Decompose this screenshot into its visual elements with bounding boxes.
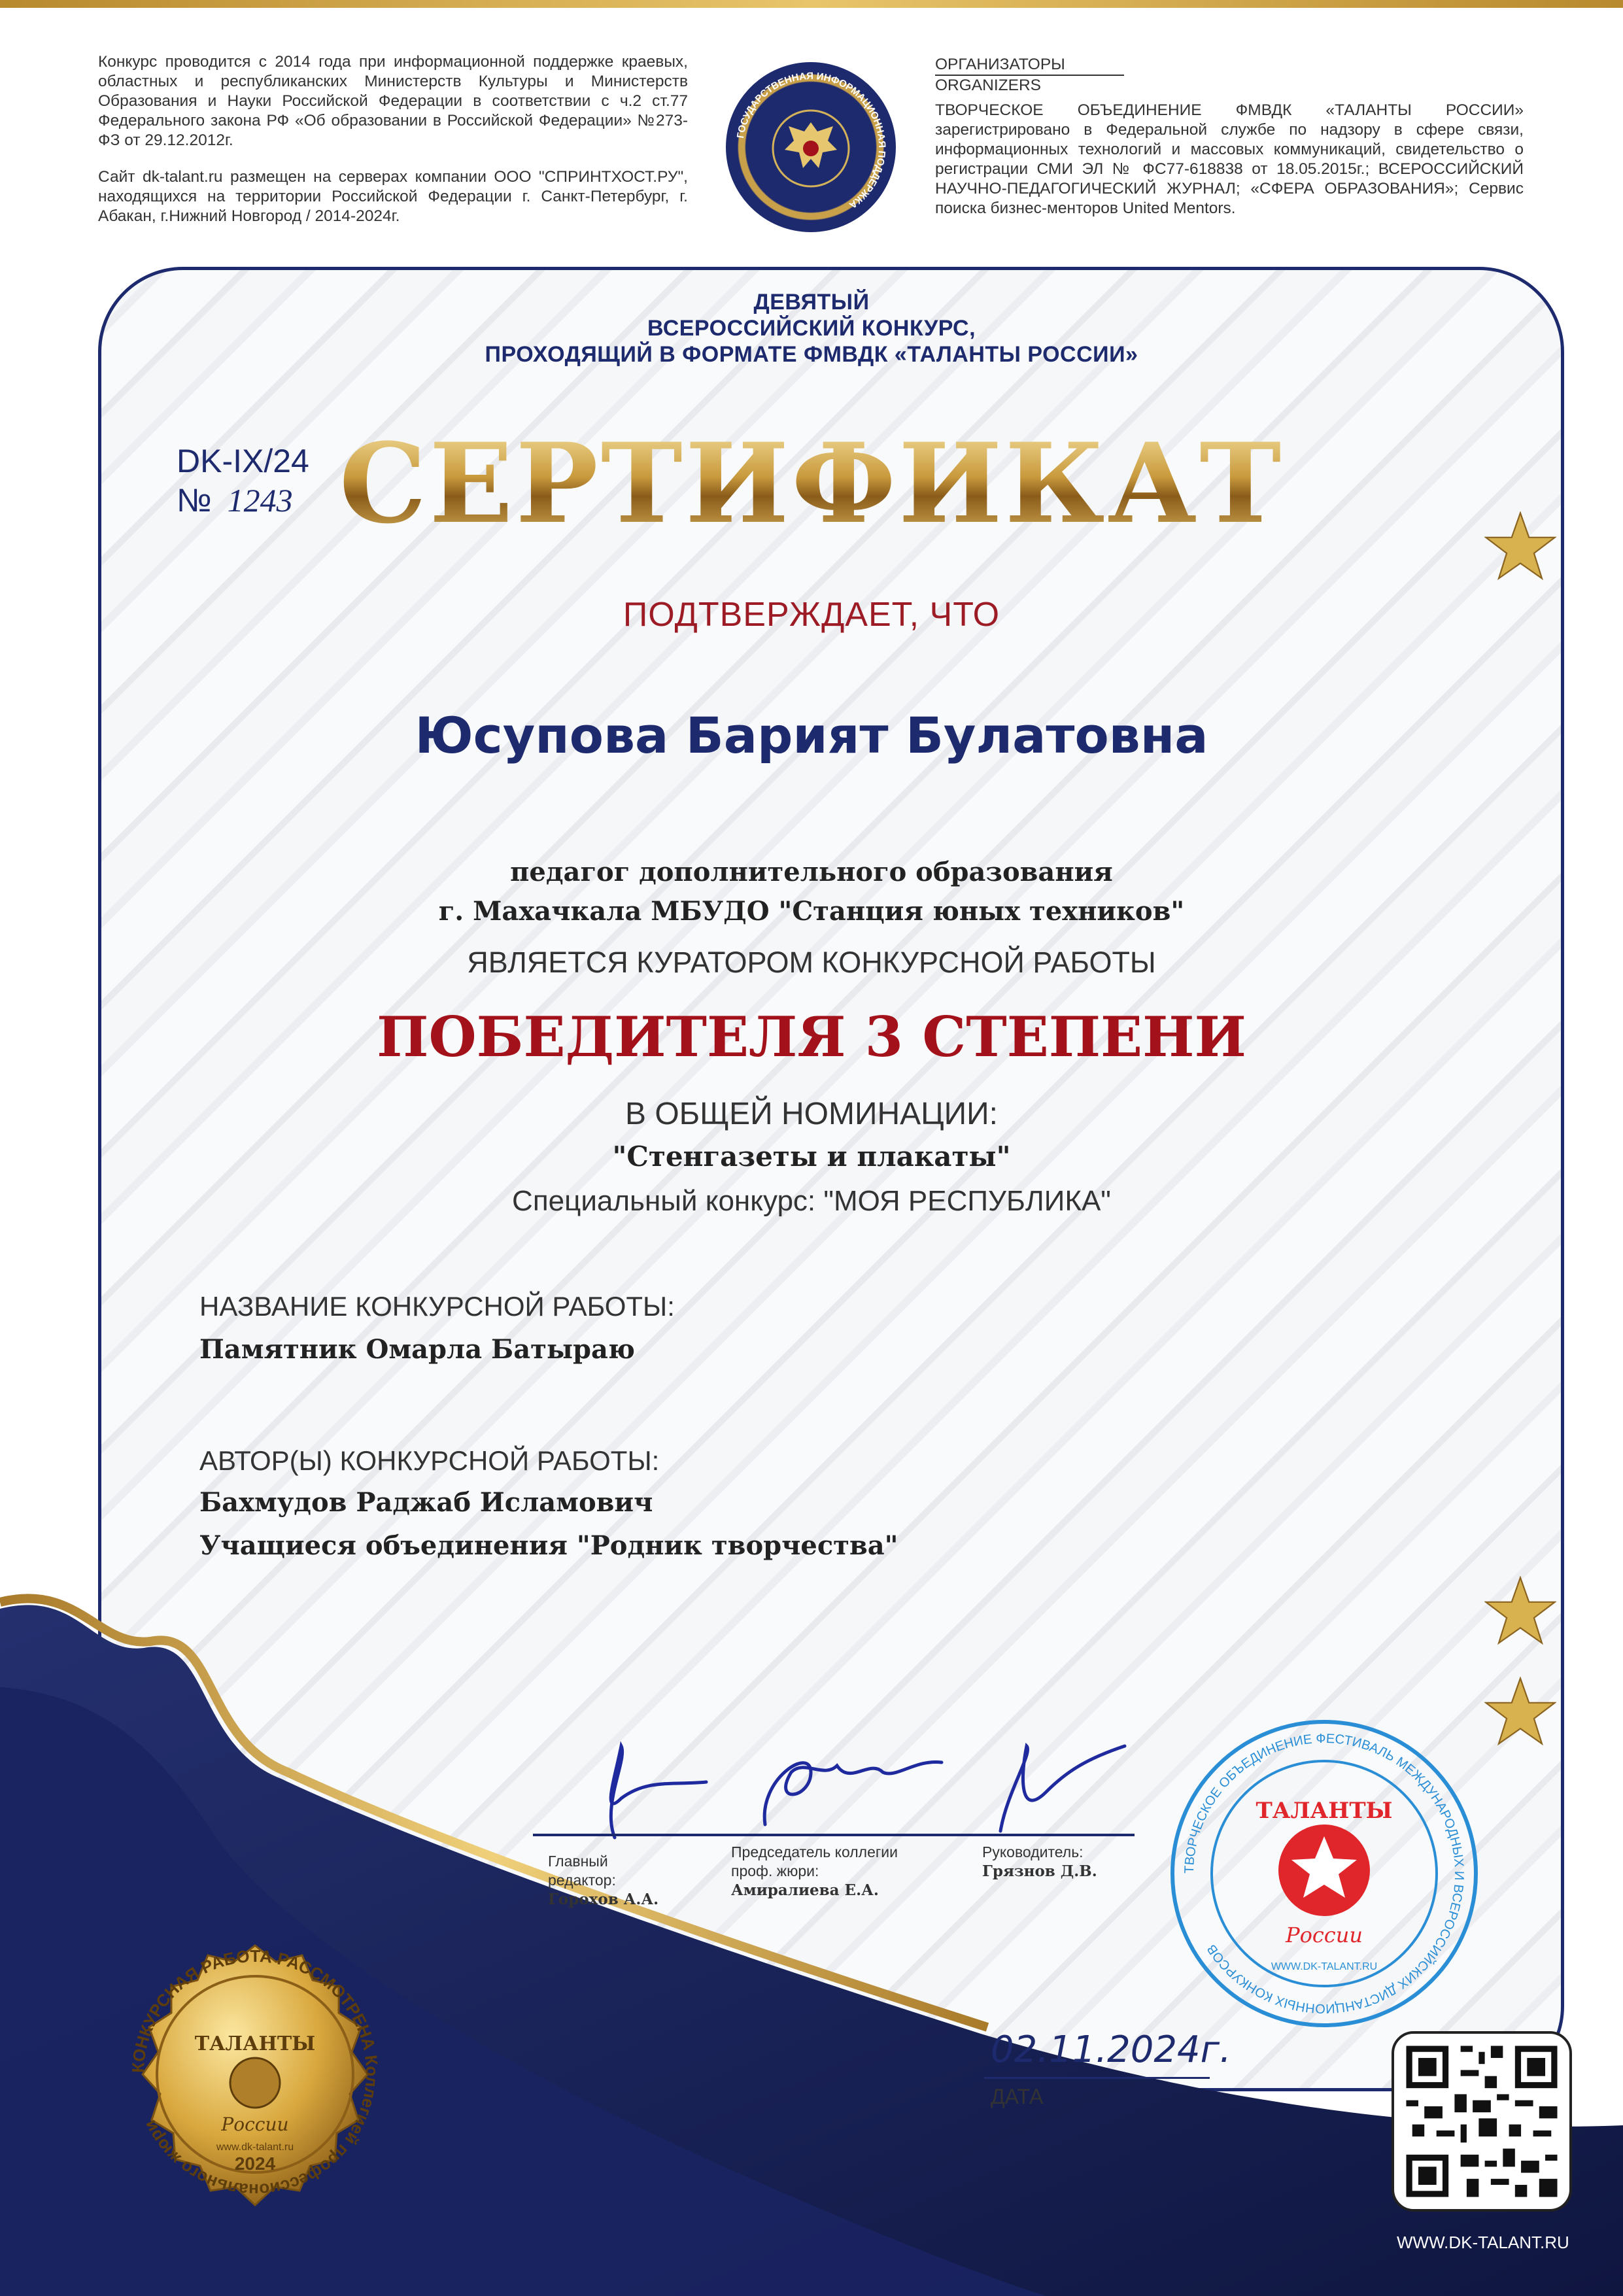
authors-label: АВТОР(Ы) КОНКУРСНОЙ РАБОТЫ: [199, 1445, 660, 1476]
qr-code-icon [1394, 2034, 1569, 2209]
header-legal-info [98, 52, 688, 226]
recipient-name: Юсупова Барият Булатовна [415, 706, 1208, 764]
badge-brand: ТАЛАНТЫ [194, 2032, 316, 2055]
signature-caption-chairman [731, 1843, 898, 1900]
support-text: Конкурс проводится с 2014 года при информационной поддержке краевых, областных и республиканских Министерств Культуры и Министерств Образования и Науки Российской Федерации в соответствии с ч.2 ст.77 Федерального закона РФ «Об образовании в Российской Федерации» №273-ФЗ от 29.12.2012г. [98, 53, 688, 149]
director-role: Руководитель: [982, 1843, 1084, 1860]
certificate-title: СЕРТИФИКАТ [0, 419, 1623, 548]
stamp-brand-2: России [1286, 1923, 1363, 1947]
gold-review-badge [92, 1910, 419, 2236]
signatures [575, 1720, 1138, 1851]
badge-brand-2: России [221, 2114, 289, 2135]
hosting-text: Сайт dk-talant.ru размещен на серверах компании ООО "СПРИНТХОСТ.РУ", находящихся на территории Российской Федерации г. Санкт-Петербург, г. Абакан, г.Нижний Новгород / 2014-2024г. [98, 168, 688, 225]
contest-line-2: ВСЕРОССИЙСКИЙ КОНКУРС, [647, 316, 976, 341]
star-icon [1484, 511, 1556, 581]
stamp-ring-text: ТВОРЧЕСКОЕ ОБЪЕДИНЕНИЕ ФЕСТИВАЛЬ МЕЖДУНАРОДНЫХ И ВСЕРОССИЙСКИХ ДИСТАНЦИОННЫХ КОНКУРСОВ [1182, 1731, 1467, 2016]
official-stamp [1164, 1713, 1484, 2034]
star-icon [1484, 1677, 1556, 1746]
chairman-role-2: проф. жюри: [731, 1862, 819, 1879]
state-support-seal [726, 62, 896, 232]
organizers-info [935, 55, 1524, 218]
footer-url[interactable]: WWW.DK-TALANT.RU [1397, 2233, 1569, 2252]
special-contest: Специальный конкурс: "МОЯ РЕСПУБЛИКА" [512, 1185, 1111, 1217]
recipient-organization: г. Махачкала МБУДО "Станция юных техников" [438, 896, 1185, 927]
top-gold-line [0, 0, 1623, 8]
editor-role-2: редактор: [548, 1872, 616, 1889]
recipient-position: педагог дополнительного образования [510, 857, 1113, 887]
badge-year: 2024 [234, 2153, 276, 2174]
chairman-role: Председатель коллегии [731, 1843, 898, 1860]
badge-site: www.dk-talant.ru [216, 2142, 294, 2153]
badge-globe-icon [230, 2058, 280, 2108]
organizers-text: ТВОРЧЕСКОЕ ОБЪЕДИНЕНИЕ ФМВДК «ТАЛАНТЫ РОССИИ» зарегистрировано в Федеральной службе по надзору в сфере связи, информационных технологий и массовых коммуникаций, свидетельство о регистрации СМИ ЭЛ № ФС77-618838 от 18.05.2015г.; ВСЕРОССИЙСКИЙ НАУЧНО-ПЕДАГОГИЧЕСКИЙ ЖУРНАЛ; «СФЕРА ОБРАЗОВАНИЯ»; Сервис поиска бизнес-менторов United Mentors. [935, 101, 1524, 217]
editor-role: Главный [548, 1853, 608, 1870]
signature-line [533, 1834, 1135, 1836]
award-title: ПОБЕДИТЕЛЯ 3 СТЕПЕНИ [377, 1004, 1246, 1069]
author-group: Учащиеся объединения "Родник творчества" [199, 1530, 898, 1561]
badge-ring-text: КОНКУРСНАЯ РАБОТА РАССМОТРЕНА Коллегией профессионального жюри [128, 1945, 383, 2201]
star-icon [1484, 1576, 1556, 1645]
organizers-title: ОРГАНИЗАТОРЫ [935, 55, 1124, 76]
date-line [984, 2077, 1210, 2079]
chairman-name: Амиралиева Е.А. [731, 1881, 879, 1899]
organizers-title-en: ORGANIZERS [935, 77, 1041, 94]
eagle-emblem-icon [773, 111, 849, 186]
confirms-text: ПОДТВЕРЖДАЕТ, ЧТО [623, 596, 1000, 634]
signature-editor [611, 1746, 706, 1838]
issue-date: 02.11.2024г. [991, 2029, 1231, 2071]
stamp-brand: ТАЛАНТЫ [1256, 1798, 1393, 1824]
editor-name: Горохов А.А. [548, 1891, 659, 1908]
nomination-label: В ОБЩЕЙ НОМИНАЦИИ: [624, 1097, 999, 1131]
stamp-site: WWW.DK-TALANT.RU [1271, 1961, 1378, 1972]
qr-code[interactable] [1392, 2031, 1572, 2212]
seal-ring-text: ГОСУДАРСТВЕННАЯ ИНФОРМАЦИОННАЯ ПОДДЕРЖКА [734, 70, 888, 211]
contest-line-1: ДЕВЯТЫЙ [753, 290, 870, 315]
director-name: Грязнов Д.В. [982, 1862, 1097, 1880]
signature-caption-editor [548, 1852, 658, 1909]
curator-text: ЯВЛЯЕТСЯ КУРАТОРОМ КОНКУРСНОЙ РАБОТЫ [467, 946, 1156, 979]
work-title: Памятник Омарла Батыраю [199, 1334, 635, 1365]
nomination-value: "Стенгазеты и плакаты" [612, 1140, 1011, 1173]
signature-director [1000, 1746, 1125, 1831]
signature-chairman [764, 1762, 942, 1825]
author-name: Бахмудов Раджаб Исламович [199, 1487, 653, 1518]
date-label: ДАТА [991, 2085, 1044, 2108]
contest-heading [0, 289, 1623, 368]
contest-line-3: ПРОХОДЯЩИЙ В ФОРМАТЕ ФМВДК «ТАЛАНТЫ РОССИИ» [485, 342, 1138, 367]
work-title-label: НАЗВАНИЕ КОНКУРСНОЙ РАБОТЫ: [199, 1291, 675, 1322]
signature-caption-director [982, 1843, 1097, 1881]
